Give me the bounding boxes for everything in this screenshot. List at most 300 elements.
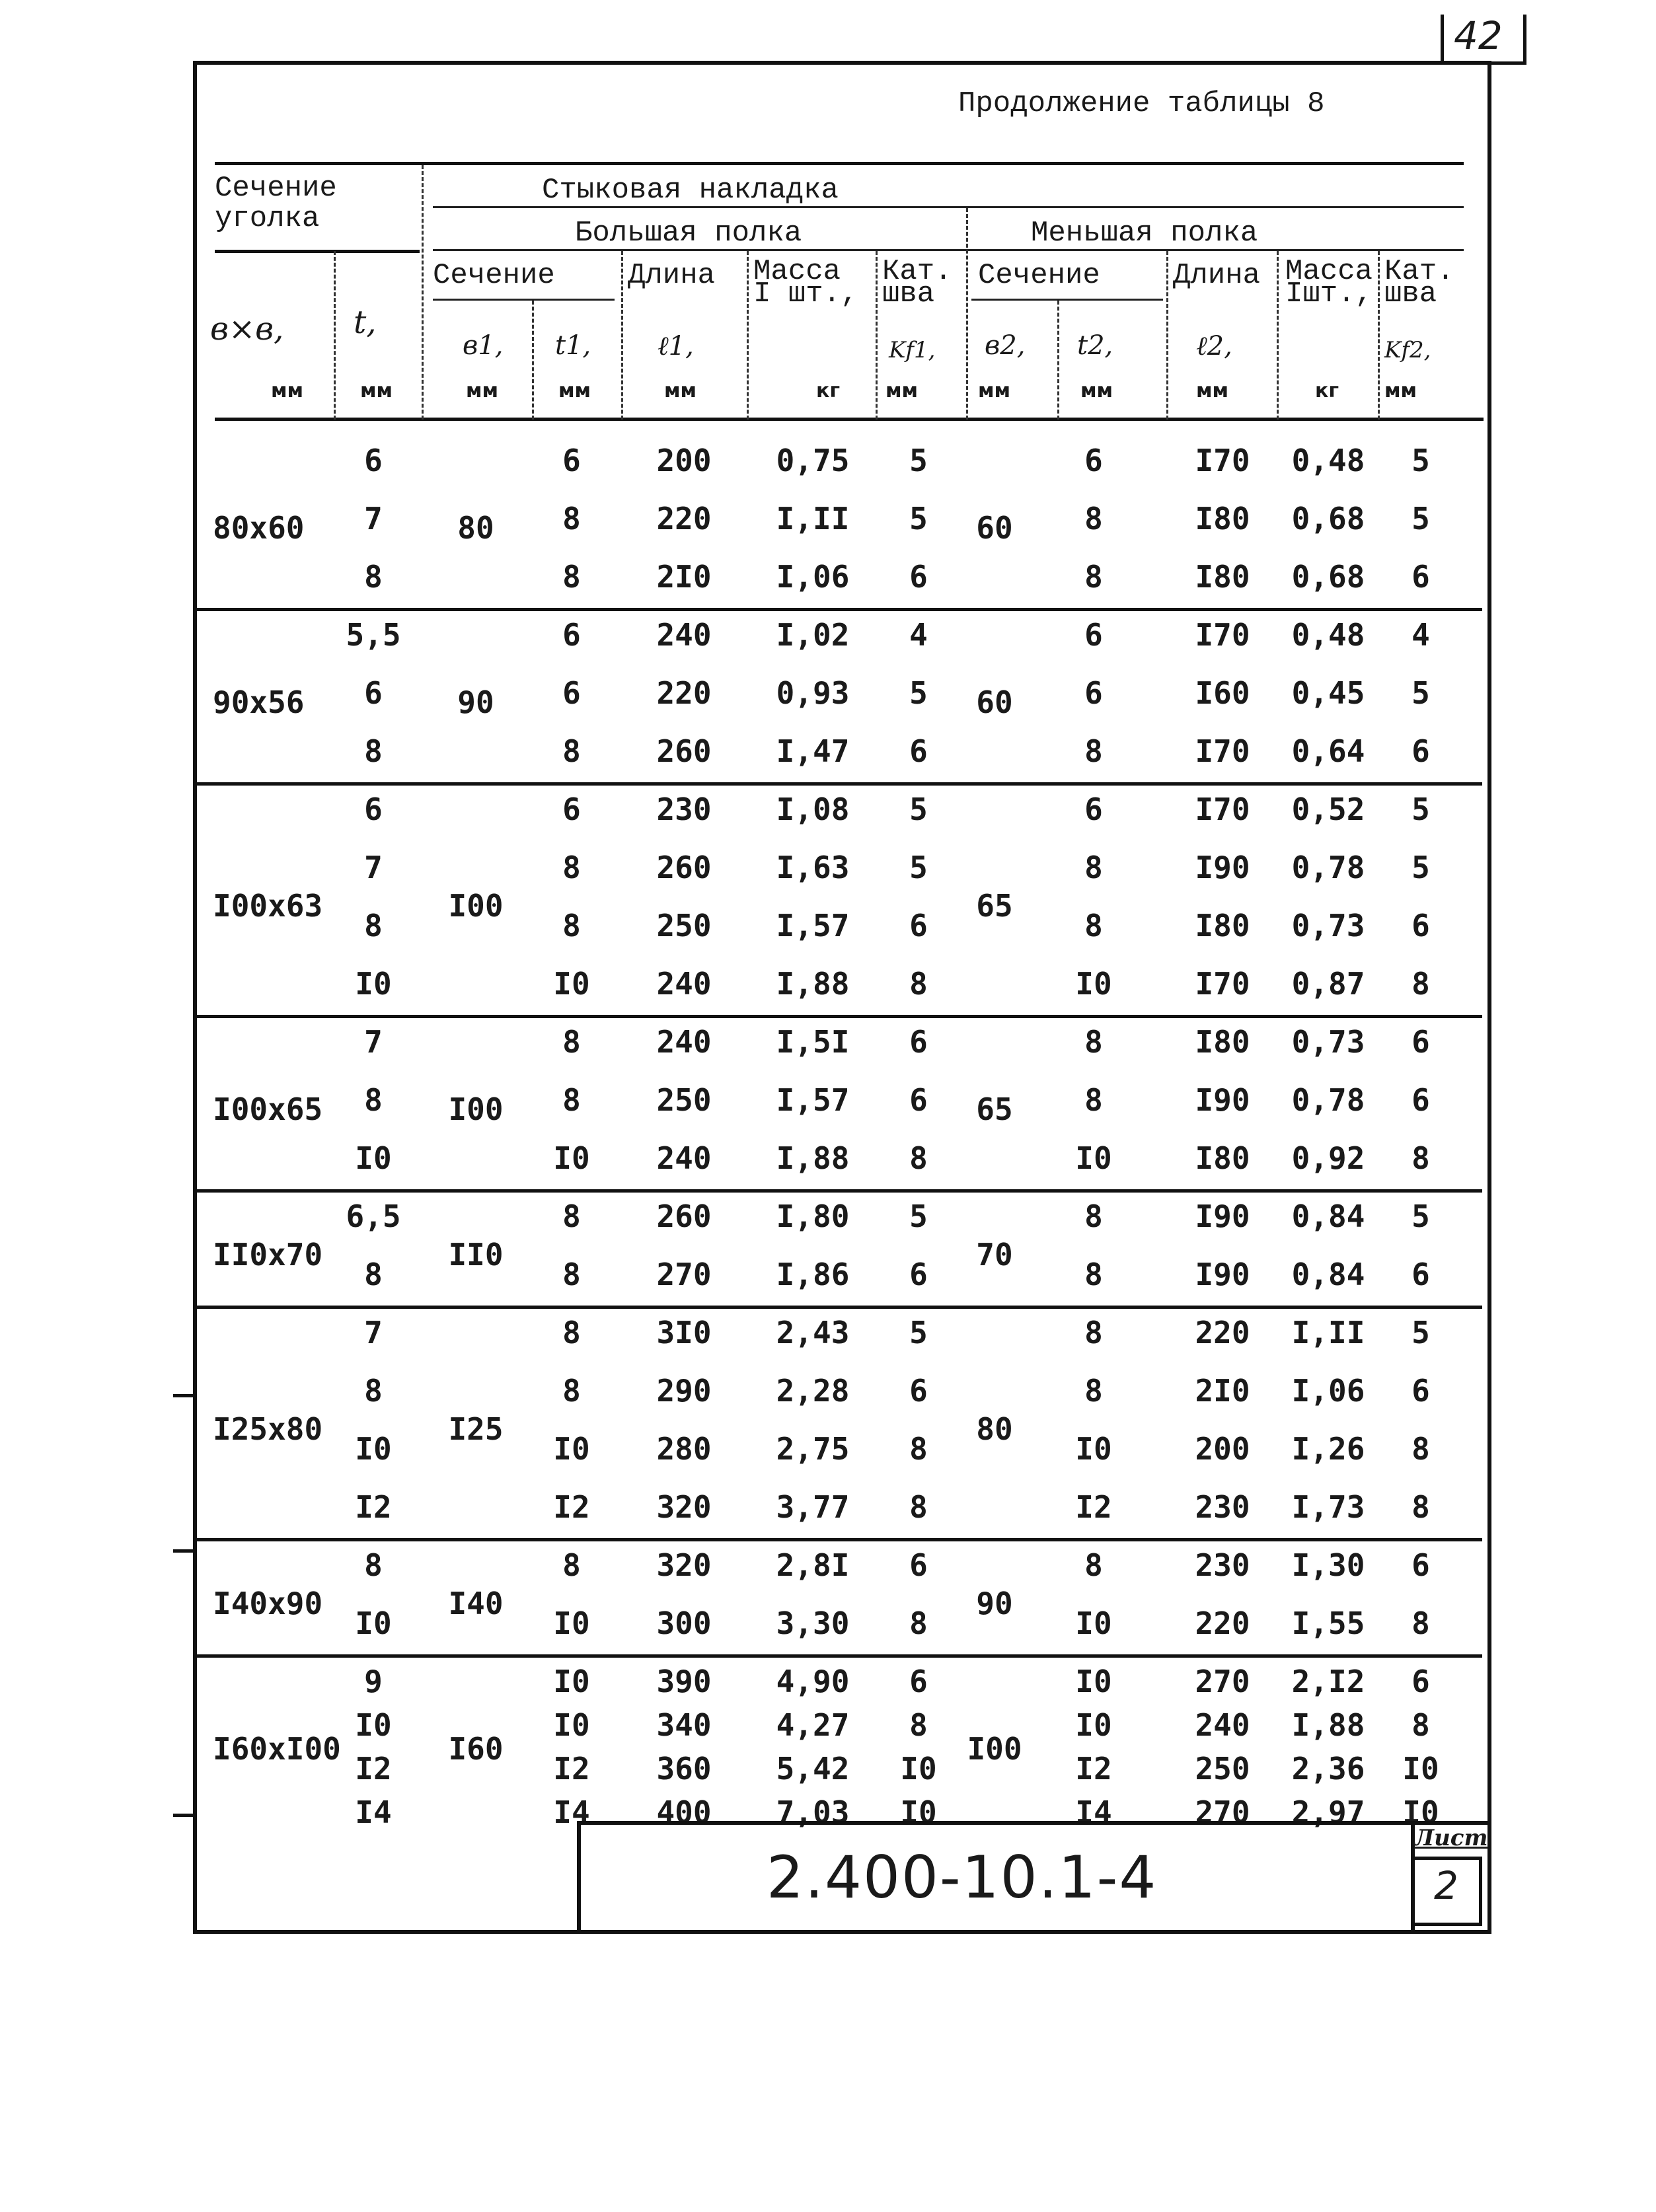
cell-l1: 230	[656, 792, 712, 827]
cell-m2: 0,78	[1291, 1082, 1365, 1118]
cell-l1: 220	[656, 675, 712, 711]
cell-k2: 5	[1411, 501, 1430, 536]
cell-t1: 8	[562, 1024, 581, 1060]
cell-m1: I,88	[776, 966, 850, 1002]
cell-m2: I,73	[1291, 1489, 1365, 1525]
cell-t2: 8	[1084, 908, 1103, 943]
cell-t2: 8	[1084, 1315, 1103, 1350]
cell-m2: 0,68	[1291, 559, 1365, 595]
header-cat-1: Кат. шва	[882, 255, 952, 311]
cell-m2: I,30	[1291, 1547, 1365, 1583]
cell-t: 8	[364, 1257, 383, 1292]
table-continuation-title: Продолжение таблицы 8	[958, 87, 1325, 120]
unit-label: мм	[885, 379, 919, 402]
cell-t2: I0	[1075, 1707, 1112, 1743]
cell-b1: I25	[448, 1411, 504, 1447]
header-rule	[433, 249, 1464, 251]
cell-l2: I90	[1195, 1198, 1250, 1234]
header-length-2: Длина	[1173, 259, 1261, 292]
cell-k2: 8	[1411, 1707, 1430, 1743]
header-big-flange: Большая полка	[575, 217, 802, 250]
header-bottom-rule	[215, 418, 1484, 421]
cell-k1: 5	[909, 1198, 928, 1234]
cell-k1: 6	[909, 1024, 928, 1060]
unit-label: мм	[466, 379, 499, 402]
cell-t: I0	[355, 1431, 392, 1467]
group-separator	[197, 1189, 1482, 1193]
header-section-2: Сечение	[978, 259, 1100, 292]
cell-t: I2	[355, 1489, 392, 1525]
cell-k2: 8	[1411, 1605, 1430, 1641]
cell-l2: 240	[1195, 1707, 1250, 1743]
cell-t: I0	[355, 1707, 392, 1743]
cell-t2: I0	[1075, 1605, 1112, 1641]
cell-t1: 8	[562, 908, 581, 943]
cell-t2: 8	[1084, 1082, 1103, 1118]
cell-l1: 390	[656, 1664, 712, 1699]
cell-t2: 6	[1084, 675, 1103, 711]
cell-t: I0	[355, 1140, 392, 1176]
cell-k2: 5	[1411, 675, 1430, 711]
cell-t: 7	[364, 850, 383, 885]
cell-l1: 240	[656, 617, 712, 653]
cell-t: 6	[364, 792, 383, 827]
cell-t1: 8	[562, 1257, 581, 1292]
cell-t: 7	[364, 501, 383, 536]
cell-l2: 230	[1195, 1489, 1250, 1525]
cell-t: I4	[355, 1794, 392, 1830]
cell-l1: 270	[656, 1257, 712, 1292]
cell-l2: I70	[1195, 443, 1250, 478]
cell-l2: I70	[1195, 733, 1250, 769]
cell-t1: 8	[562, 1315, 581, 1350]
cell-m2: 2,97	[1291, 1794, 1365, 1830]
cell-l1: 2I0	[656, 559, 712, 595]
cell-k1: 5	[909, 501, 928, 536]
cell-m2: I,06	[1291, 1373, 1365, 1409]
cell-t1: 8	[562, 559, 581, 595]
header-mass-2: Масса Iшт.,	[1285, 255, 1373, 311]
cell-t2: 8	[1084, 733, 1103, 769]
cell-t2: 8	[1084, 1024, 1103, 1060]
cell-m2: 0,84	[1291, 1257, 1365, 1292]
cell-t1: 6	[562, 443, 581, 478]
cell-section: 90х56	[213, 684, 305, 720]
cell-l1: 220	[656, 501, 712, 536]
col-sep	[532, 301, 534, 420]
symbol-b1: в1,	[463, 330, 504, 361]
cell-l2: 270	[1195, 1664, 1250, 1699]
cell-l1: 250	[656, 1082, 712, 1118]
cell-b1: I00	[448, 888, 504, 924]
cell-k1: 6	[909, 559, 928, 595]
cell-section: I60хI00	[213, 1731, 341, 1767]
cell-m2: 0,84	[1291, 1198, 1365, 1234]
cell-t: 8	[364, 908, 383, 943]
cell-section: I25х80	[213, 1411, 323, 1447]
cell-t: 8	[364, 733, 383, 769]
cell-b2: 80	[976, 1411, 1013, 1447]
col-sep	[1277, 251, 1279, 420]
cell-t1: 6	[562, 675, 581, 711]
cell-section: I40х90	[213, 1586, 323, 1621]
cell-m2: I,88	[1291, 1707, 1365, 1743]
cell-l2: I80	[1195, 501, 1250, 536]
col-sep	[966, 208, 968, 420]
cell-t2: 6	[1084, 443, 1103, 478]
cell-t1: 8	[562, 501, 581, 536]
cell-m2: I,55	[1291, 1605, 1365, 1641]
col-sep	[876, 251, 878, 420]
cell-m1: I,80	[776, 1198, 850, 1234]
cell-b2: 65	[976, 888, 1013, 924]
cell-t1: 8	[562, 733, 581, 769]
header-cat-2: Кат. шва	[1384, 255, 1454, 311]
cell-t2: I0	[1075, 966, 1112, 1002]
cell-l2: I80	[1195, 1140, 1250, 1176]
cell-l1: 300	[656, 1605, 712, 1641]
cell-l2: I70	[1195, 617, 1250, 653]
cell-section: 80х60	[213, 510, 305, 546]
cell-l1: 260	[656, 850, 712, 885]
cell-l1: 360	[656, 1751, 712, 1787]
cell-t: I0	[355, 1605, 392, 1641]
symbol-t2: t2,	[1077, 330, 1113, 361]
header-section-angle: Сечение уголка	[215, 172, 337, 235]
cell-t2: 8	[1084, 501, 1103, 536]
cell-t1: I0	[553, 966, 590, 1002]
col-sep	[747, 251, 749, 420]
cell-t2: 8	[1084, 1257, 1103, 1292]
col-sep	[1378, 251, 1380, 420]
symbol-t: t,	[354, 304, 377, 341]
cell-t: 8	[364, 1373, 383, 1409]
cell-k2: 6	[1411, 908, 1430, 943]
cell-m1: 7,03	[776, 1794, 850, 1830]
cell-t: 6	[364, 443, 383, 478]
cell-t2: 8	[1084, 1373, 1103, 1409]
col-sep	[1057, 301, 1059, 420]
cell-k2: 8	[1411, 966, 1430, 1002]
cell-l2: I70	[1195, 966, 1250, 1002]
cell-l1: 250	[656, 908, 712, 943]
cell-m2: 0,64	[1291, 733, 1365, 769]
cell-l1: 260	[656, 733, 712, 769]
header-section-1: Сечение	[433, 259, 555, 292]
cell-l2: I90	[1195, 1082, 1250, 1118]
cell-b1: I40	[448, 1586, 504, 1621]
cell-l1: 280	[656, 1431, 712, 1467]
cell-l1: 240	[656, 966, 712, 1002]
cell-t1: I0	[553, 1664, 590, 1699]
cell-section: II0х70	[213, 1237, 323, 1272]
cell-section: I00х63	[213, 888, 323, 924]
cell-m2: 0,78	[1291, 850, 1365, 885]
cell-k2: 8	[1411, 1140, 1430, 1176]
cell-t1: I0	[553, 1707, 590, 1743]
cell-l1: 240	[656, 1140, 712, 1176]
cell-k2: I0	[1402, 1794, 1439, 1830]
cell-l1: 340	[656, 1707, 712, 1743]
cell-l1: 400	[656, 1794, 712, 1830]
cell-k2: 5	[1411, 1315, 1430, 1350]
cell-t1: 8	[562, 1082, 581, 1118]
cell-k1: 5	[909, 850, 928, 885]
cell-m1: I,57	[776, 908, 850, 943]
cell-k1: I0	[900, 1794, 937, 1830]
cell-m2: 0,68	[1291, 501, 1365, 536]
cell-m1: 3,77	[776, 1489, 850, 1525]
header-small-flange: Меньшая полка	[1031, 217, 1258, 250]
header-length-1: Длина	[628, 259, 716, 292]
cell-t2: I2	[1075, 1489, 1112, 1525]
binding-tick	[173, 1814, 194, 1817]
cell-k2: 8	[1411, 1431, 1430, 1467]
cell-t1: I0	[553, 1431, 590, 1467]
cell-l1: 3I0	[656, 1315, 712, 1350]
cell-t: I2	[355, 1751, 392, 1787]
unit-label: мм	[1196, 379, 1229, 402]
cell-t2: 8	[1084, 1198, 1103, 1234]
cell-k1: 6	[909, 1257, 928, 1292]
cell-b1: I00	[448, 1091, 504, 1127]
cell-m1: 3,30	[776, 1605, 850, 1641]
cell-k1: 8	[909, 1707, 928, 1743]
cell-b2: 60	[976, 684, 1013, 720]
cell-t2: I2	[1075, 1751, 1112, 1787]
cell-m1: 4,90	[776, 1664, 850, 1699]
cell-b1: 80	[457, 510, 494, 546]
cell-b1: 90	[457, 684, 494, 720]
page-number: 42	[1454, 13, 1503, 58]
header-joint-plate: Стыковая накладка	[542, 174, 839, 207]
cell-t: 7	[364, 1024, 383, 1060]
cell-m1: I,06	[776, 559, 850, 595]
cell-m2: 2,I2	[1291, 1664, 1365, 1699]
cell-t1: 6	[562, 617, 581, 653]
cell-k2: I0	[1402, 1751, 1439, 1787]
cell-m1: 0,93	[776, 675, 850, 711]
cell-t2: 8	[1084, 1547, 1103, 1583]
unit-label: мм	[271, 379, 304, 402]
cell-t1: 8	[562, 1198, 581, 1234]
cell-m2: 0,48	[1291, 617, 1365, 653]
cell-m1: I,63	[776, 850, 850, 885]
cell-k1: 8	[909, 966, 928, 1002]
cell-k2: 6	[1411, 1024, 1430, 1060]
cell-l2: 230	[1195, 1547, 1250, 1583]
cell-m1: I,47	[776, 733, 850, 769]
col-sep	[334, 251, 336, 420]
col-sep	[1166, 251, 1168, 420]
unit-label: кг	[816, 379, 841, 402]
cell-t1: 8	[562, 1547, 581, 1583]
cell-t1: 8	[562, 850, 581, 885]
cell-l2: 220	[1195, 1315, 1250, 1350]
cell-l2: 2I0	[1195, 1373, 1250, 1409]
cell-section: I00х65	[213, 1091, 323, 1127]
cell-k1: I0	[900, 1751, 937, 1787]
cell-m2: 0,52	[1291, 792, 1365, 827]
cell-k1: 6	[909, 733, 928, 769]
unit-label: мм	[1080, 379, 1113, 402]
symbol-l1: ℓ1,	[658, 331, 694, 361]
cell-k1: 6	[909, 908, 928, 943]
cell-l1: 260	[656, 1198, 712, 1234]
cell-m2: 0,87	[1291, 966, 1365, 1002]
cell-m1: I,08	[776, 792, 850, 827]
cell-t: I0	[355, 966, 392, 1002]
cell-m2: 0,73	[1291, 908, 1365, 943]
cell-k1: 8	[909, 1140, 928, 1176]
cell-k1: 8	[909, 1605, 928, 1641]
cell-k1: 8	[909, 1489, 928, 1525]
cell-l1: 240	[656, 1024, 712, 1060]
symbol-t1: t1,	[555, 330, 591, 361]
group-separator	[197, 1538, 1482, 1541]
cell-k2: 5	[1411, 1198, 1430, 1234]
cell-k2: 5	[1411, 792, 1430, 827]
cell-l2: I90	[1195, 1257, 1250, 1292]
unit-label: мм	[978, 379, 1011, 402]
cell-t: 5,5	[346, 617, 401, 653]
cell-l2: 250	[1195, 1751, 1250, 1787]
cell-t: 7	[364, 1315, 383, 1350]
cell-m2: 0,45	[1291, 675, 1365, 711]
cell-t2: I0	[1075, 1664, 1112, 1699]
cell-k2: 6	[1411, 1082, 1430, 1118]
cell-l1: 200	[656, 443, 712, 478]
cell-m1: I,86	[776, 1257, 850, 1292]
cell-b2: 70	[976, 1237, 1013, 1272]
cell-k2: 5	[1411, 443, 1430, 478]
cell-t: 8	[364, 559, 383, 595]
symbol-b2: в2,	[985, 330, 1026, 361]
cell-m1: I,02	[776, 617, 850, 653]
cell-t2: I4	[1075, 1794, 1112, 1830]
cell-k1: 5	[909, 792, 928, 827]
binding-tick	[173, 1394, 194, 1397]
cell-t1: I2	[553, 1489, 590, 1525]
cell-k2: 6	[1411, 1547, 1430, 1583]
cell-m1: I,57	[776, 1082, 850, 1118]
cell-l2: I70	[1195, 792, 1250, 827]
symbol-l2: ℓ2,	[1196, 331, 1232, 361]
cell-t: 8	[364, 1547, 383, 1583]
cell-k1: 8	[909, 1431, 928, 1467]
cell-k1: 6	[909, 1082, 928, 1118]
cell-l1: 320	[656, 1547, 712, 1583]
cell-k2: 5	[1411, 850, 1430, 885]
unit-label: мм	[664, 379, 697, 402]
cell-m1: 2,75	[776, 1431, 850, 1467]
cell-t1: I0	[553, 1605, 590, 1641]
unit-label: кг	[1315, 379, 1339, 402]
cell-t2: 8	[1084, 850, 1103, 885]
cell-k2: 6	[1411, 559, 1430, 595]
cell-t: 8	[364, 1082, 383, 1118]
cell-k1: 5	[909, 443, 928, 478]
group-separator	[197, 782, 1482, 786]
cell-b1: II0	[448, 1237, 504, 1272]
unit-label: мм	[558, 379, 591, 402]
cell-m2: I,II	[1291, 1315, 1365, 1350]
cell-m2: 0,73	[1291, 1024, 1365, 1060]
cell-k2: 6	[1411, 1664, 1430, 1699]
cell-l2: I80	[1195, 1024, 1250, 1060]
header-top-rule	[215, 162, 1464, 165]
cell-k1: 6	[909, 1373, 928, 1409]
cell-t2: I0	[1075, 1140, 1112, 1176]
cell-m1: 2,8I	[776, 1547, 850, 1583]
col-sep	[422, 165, 424, 420]
symbol-kf2: Kf2,	[1384, 337, 1431, 363]
cell-l2: 200	[1195, 1431, 1250, 1467]
group-separator	[197, 1654, 1482, 1658]
cell-k2: 6	[1411, 1257, 1430, 1292]
header-rule	[433, 206, 1464, 208]
cell-k2: 8	[1411, 1489, 1430, 1525]
cell-b2: 90	[976, 1586, 1013, 1621]
cell-k2: 6	[1411, 1373, 1430, 1409]
cell-t1: I4	[553, 1794, 590, 1830]
cell-t: 6	[364, 675, 383, 711]
cell-l2: I80	[1195, 559, 1250, 595]
cell-k1: 6	[909, 1547, 928, 1583]
cell-m1: I,II	[776, 501, 850, 536]
cell-l2: I80	[1195, 908, 1250, 943]
col-sep	[621, 251, 623, 420]
cell-k1: 6	[909, 1664, 928, 1699]
cell-k1: 5	[909, 675, 928, 711]
cell-t1: 6	[562, 792, 581, 827]
cell-b2: 65	[976, 1091, 1013, 1127]
cell-l2: 270	[1195, 1794, 1250, 1830]
cell-k2: 4	[1411, 617, 1430, 653]
group-separator	[197, 608, 1482, 611]
cell-t: 9	[364, 1664, 383, 1699]
group-separator	[197, 1306, 1482, 1309]
cell-b1: I60	[448, 1731, 504, 1767]
cell-m1: 2,43	[776, 1315, 850, 1350]
header-rule	[971, 299, 1163, 301]
unit-label: мм	[360, 379, 393, 402]
cell-m1: 5,42	[776, 1751, 850, 1787]
cell-m1: I,88	[776, 1140, 850, 1176]
cell-m2: 0,92	[1291, 1140, 1365, 1176]
cell-k1: 5	[909, 1315, 928, 1350]
cell-t2: 6	[1084, 792, 1103, 827]
cell-m2: 2,36	[1291, 1751, 1365, 1787]
cell-l1: 290	[656, 1373, 712, 1409]
header-rule	[215, 250, 420, 253]
cell-t1: I2	[553, 1751, 590, 1787]
sheet-number: 2	[1434, 1863, 1458, 1908]
cell-k2: 6	[1411, 733, 1430, 769]
cell-m2: 0,48	[1291, 443, 1365, 478]
cell-t1: 8	[562, 1373, 581, 1409]
document-code: 2.400-10.1-4	[767, 1843, 1158, 1911]
cell-m1: 0,75	[776, 443, 850, 478]
cell-t2: 8	[1084, 559, 1103, 595]
cell-l2: I90	[1195, 850, 1250, 885]
cell-m2: I,26	[1291, 1431, 1365, 1467]
cell-t: 6,5	[346, 1198, 401, 1234]
cell-m1: I,5I	[776, 1024, 850, 1060]
cell-t2: 6	[1084, 617, 1103, 653]
cell-m1: 2,28	[776, 1373, 850, 1409]
group-separator	[197, 1015, 1482, 1018]
